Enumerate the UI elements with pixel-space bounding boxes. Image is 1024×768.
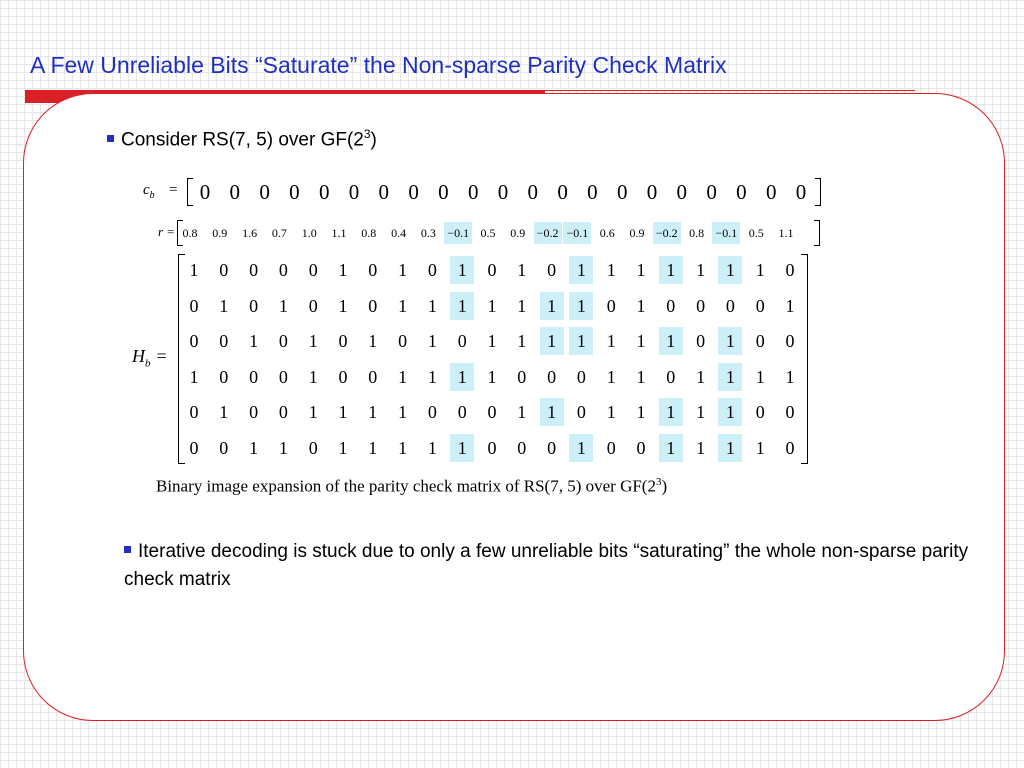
received-entry: 0.9 — [629, 226, 645, 240]
matrix-entry: 0 — [398, 331, 408, 351]
matrix-entry: 1 — [696, 260, 706, 280]
bullet-consider-sup: 3 — [363, 127, 371, 141]
matrix-entry-saturated: 1 — [450, 256, 474, 284]
matrix-entry-saturated: 1 — [659, 398, 683, 426]
bullet-consider-text: Consider RS(7, 5) over GF(2 — [121, 129, 364, 151]
matrix-entry: 1 — [517, 295, 527, 316]
square-bullet-icon — [107, 135, 114, 142]
matrix-entry: 1 — [308, 331, 318, 351]
matrix-entry: 0 — [368, 260, 378, 280]
matrix-entry: 0 — [487, 402, 497, 422]
matrix-entry: 0 — [338, 366, 348, 387]
matrix-entry: 1 — [398, 260, 408, 280]
matrix-entry: 1 — [219, 402, 229, 422]
received-entry-unreliable: −0.1 — [712, 222, 740, 244]
received-bracket-right — [814, 220, 820, 246]
codeword-entry: 0 — [527, 180, 539, 204]
received-entry-unreliable: −0.1 — [444, 222, 472, 244]
matrix-entry: 0 — [696, 331, 706, 351]
matrix-entry: 1 — [249, 437, 259, 458]
matrix-entry: 0 — [308, 437, 318, 458]
matrix-entry: 1 — [398, 402, 408, 422]
received-label: r — [158, 224, 164, 239]
received-entry: 1.0 — [301, 226, 317, 240]
matrix-entry: 1 — [189, 366, 199, 387]
codeword-entry: 0 — [318, 180, 330, 204]
received-entry: 0.5 — [748, 226, 764, 240]
matrix-entry: 1 — [219, 295, 229, 316]
matrix-entry: 0 — [308, 260, 318, 280]
received-entry: 0.5 — [480, 226, 496, 240]
matrix-entry: 0 — [666, 295, 676, 316]
matrix-entry: 0 — [666, 366, 676, 387]
received-entry: 0.8 — [182, 226, 198, 240]
matrix-entry: 1 — [368, 437, 378, 458]
received-entry: 0.9 — [510, 226, 526, 240]
received-entry: 0.3 — [420, 226, 436, 240]
codeword-bracket-right — [815, 178, 821, 206]
matrix-entry-saturated: 1 — [718, 434, 742, 462]
matrix-entry: 0 — [189, 331, 199, 351]
matrix-entry: 0 — [725, 295, 735, 316]
matrix-entry: 1 — [696, 366, 706, 387]
matrix-entry: 0 — [368, 366, 378, 387]
matrix-entry-saturated: 1 — [540, 292, 564, 320]
matrix-entry-saturated: 1 — [718, 363, 742, 391]
codeword-entry: 0 — [736, 180, 747, 204]
matrix-entry: 0 — [249, 260, 259, 280]
matrix-entry: 1 — [189, 260, 199, 280]
received-entry: 0.6 — [599, 226, 615, 240]
matrix-entry: 0 — [189, 295, 199, 316]
matrix-entry: 1 — [606, 331, 616, 351]
codeword-entry: 0 — [706, 180, 717, 204]
matrix-entry: 0 — [249, 295, 259, 316]
received-entry: 0.4 — [391, 226, 407, 240]
matrix-entry: 0 — [219, 366, 229, 387]
matrix-entry: 0 — [755, 402, 765, 422]
matrix-entry: 0 — [755, 295, 765, 316]
matrix-entry-saturated: 1 — [718, 256, 742, 284]
matrix-entry: 1 — [636, 295, 646, 316]
matrix-entry-saturated: 1 — [450, 363, 474, 391]
matrix-entry-saturated: 1 — [450, 292, 474, 320]
codeword-entry: 0 — [467, 180, 479, 204]
matrix-entry: 1 — [606, 402, 616, 422]
codeword-entry: 0 — [765, 180, 777, 204]
received-vector — [158, 220, 823, 246]
matrix-entry: 0 — [189, 437, 199, 458]
codeword-entry: 0 — [199, 180, 211, 204]
codeword-entry: 0 — [229, 180, 241, 204]
codeword-entry: 0 — [378, 180, 390, 204]
matrix-entry: 1 — [338, 295, 348, 316]
matrix-entry: 0 — [219, 260, 229, 280]
received-entry: 0.8 — [689, 226, 705, 240]
matrix-entry-saturated: 1 — [569, 434, 593, 462]
matrix-entry: 1 — [636, 260, 646, 280]
matrix-entry: 0 — [427, 402, 437, 422]
matrix-entry-saturated: 1 — [659, 256, 683, 284]
matrix-entry: 1 — [308, 402, 318, 422]
bullet-consider-suffix: ) — [370, 129, 377, 151]
title-underline-line — [545, 90, 915, 91]
received-entry: 0.9 — [212, 226, 228, 240]
bullet-consider — [107, 127, 377, 151]
received-entry: 1.1 — [331, 226, 347, 240]
codeword-entry: 0 — [348, 180, 360, 204]
matrix-entry: 0 — [487, 260, 497, 280]
matrix-entry: 0 — [785, 260, 795, 280]
matrix-entry: 0 — [368, 295, 378, 316]
bullet-iterative-decoding — [124, 538, 974, 594]
matrix-entry: 0 — [308, 295, 318, 316]
matrix-entry: 0 — [278, 331, 288, 351]
matrix-entry: 0 — [427, 260, 437, 280]
codeword-entry: 0 — [408, 180, 419, 204]
matrix-entry: 0 — [517, 366, 527, 387]
matrix-entry: 0 — [278, 260, 288, 280]
matrix-entry-saturated: 1 — [659, 434, 683, 462]
matrix-entry: 1 — [755, 260, 765, 280]
matrix-entry: 0 — [606, 437, 616, 458]
matrix-entry: 1 — [636, 331, 646, 351]
received-entry: 1.1 — [778, 226, 794, 240]
matrix-bracket-left — [178, 254, 185, 464]
matrix-entry: 0 — [785, 437, 795, 458]
codeword-entry: 0 — [646, 180, 658, 204]
matrix-entry: 1 — [249, 331, 259, 351]
codeword-entry: 0 — [616, 180, 628, 204]
matrix-entry: 1 — [308, 366, 318, 387]
codeword-entry: 0 — [557, 180, 568, 204]
matrix-entry: 1 — [755, 366, 765, 387]
matrix-entry: 1 — [636, 402, 646, 422]
matrix-entry: 1 — [487, 331, 497, 351]
matrix-entry: 0 — [457, 331, 467, 351]
matrix-entry: 0 — [547, 366, 557, 387]
matrix-entry: 0 — [487, 437, 497, 458]
matrix-entry: 0 — [547, 437, 557, 458]
matrix-entry: 1 — [785, 366, 795, 387]
matrix-entry: 0 — [785, 331, 795, 351]
matrix-entry: 1 — [517, 331, 527, 351]
matrix-entry: 1 — [338, 402, 348, 422]
matrix-entry: 0 — [457, 402, 467, 422]
matrix-entry-saturated: 1 — [540, 327, 564, 355]
matrix-entry-saturated: 1 — [540, 398, 564, 426]
matrix-entry: 1 — [785, 295, 795, 316]
matrix-entry: 1 — [427, 366, 437, 387]
matrix-entry-saturated: 1 — [569, 327, 593, 355]
matrix-entry: 1 — [606, 366, 616, 387]
matrix-entry: 0 — [189, 402, 199, 422]
matrix-entry: 1 — [487, 366, 497, 387]
matrix-entry-saturated: 1 — [569, 256, 593, 284]
received-entry-unreliable: −0.1 — [563, 222, 591, 244]
codeword-entry: 0 — [676, 180, 688, 204]
matrix-entry-saturated: 1 — [659, 327, 683, 355]
codeword-equals: = — [169, 182, 178, 198]
codeword-vector — [143, 178, 823, 206]
matrix-entry: 0 — [278, 402, 288, 422]
matrix-entry: 0 — [249, 366, 259, 387]
received-entry: 0.8 — [361, 226, 377, 240]
parity-check-matrix — [178, 254, 808, 464]
received-entry-unreliable: −0.2 — [653, 222, 681, 244]
bullet-iterative-text: Iterative decoding is stuck due to only a few unreliable bits “saturating” the whole non-sparse parity check matrix — [124, 541, 969, 590]
matrix-entry: 1 — [398, 366, 408, 387]
matrix-entry-saturated: 1 — [569, 292, 593, 320]
matrix-entry: 1 — [338, 437, 348, 458]
received-equals: = — [167, 224, 175, 239]
matrix-entry: 1 — [606, 260, 616, 280]
matrix-entry: 0 — [576, 366, 586, 387]
matrix-label: $H_b$ = — [132, 346, 167, 370]
received-entry-unreliable: −0.2 — [534, 222, 562, 244]
matrix-entry: 1 — [755, 437, 765, 458]
matrix-entry: 0 — [219, 331, 229, 351]
slide-title: A Few Unreliable Bits “Saturate” the Non-sparse Parity Check Matrix — [30, 52, 727, 78]
matrix-entry: 1 — [696, 402, 706, 422]
matrix-entry: 0 — [278, 366, 288, 387]
matrix-entry: 1 — [338, 260, 348, 280]
matrix-entry: 1 — [427, 295, 437, 316]
matrix-entry: 0 — [219, 437, 229, 458]
codeword-entry: 0 — [259, 180, 270, 204]
matrix-entry: 0 — [785, 402, 795, 422]
matrix-entry: 1 — [368, 331, 378, 351]
matrix-entry: 1 — [487, 295, 497, 316]
codeword-entry: 0 — [497, 180, 509, 204]
square-bullet-icon — [124, 546, 131, 553]
codeword-entry: 0 — [438, 180, 449, 204]
matrix-entry: 1 — [427, 331, 437, 351]
matrix-entry: 1 — [517, 260, 527, 280]
codeword-label: $c_b$ — [143, 182, 155, 201]
received-entry: 0.7 — [271, 226, 287, 240]
matrix-entry: 0 — [636, 437, 646, 458]
matrix-entry-saturated: 1 — [718, 398, 742, 426]
matrix-entry: 0 — [249, 402, 259, 422]
matrix-entry-saturated: 1 — [718, 327, 742, 355]
matrix-entry: 0 — [696, 295, 706, 316]
codeword-entry: 0 — [587, 180, 598, 204]
matrix-bracket-right — [801, 254, 808, 464]
matrix-entry: 1 — [427, 437, 437, 458]
matrix-entry-saturated: 1 — [450, 434, 474, 462]
matrix-entry: 1 — [398, 295, 408, 316]
received-entry: 1.6 — [242, 226, 258, 240]
matrix-entry: 1 — [517, 402, 527, 422]
matrix-entry: 1 — [636, 366, 646, 387]
matrix-entry: 1 — [368, 402, 378, 422]
matrix-entry: 0 — [517, 437, 527, 458]
codeword-entry: 0 — [289, 180, 300, 204]
matrix-entry: 0 — [755, 331, 765, 351]
matrix-entry: 0 — [547, 260, 557, 280]
matrix-entry: 1 — [398, 437, 408, 458]
matrix-entry: 1 — [278, 437, 288, 458]
matrix-entry: 1 — [278, 295, 288, 316]
matrix-entry: 0 — [576, 402, 586, 422]
codeword-entry: 0 — [795, 180, 807, 204]
matrix-caption: Binary image expansion of the parity check matrix of RS(7, 5) over $GF(2^3)$ — [156, 476, 668, 496]
matrix-entry: 0 — [606, 295, 616, 316]
matrix-entry: 1 — [696, 437, 706, 458]
matrix-entry: 0 — [338, 331, 348, 351]
